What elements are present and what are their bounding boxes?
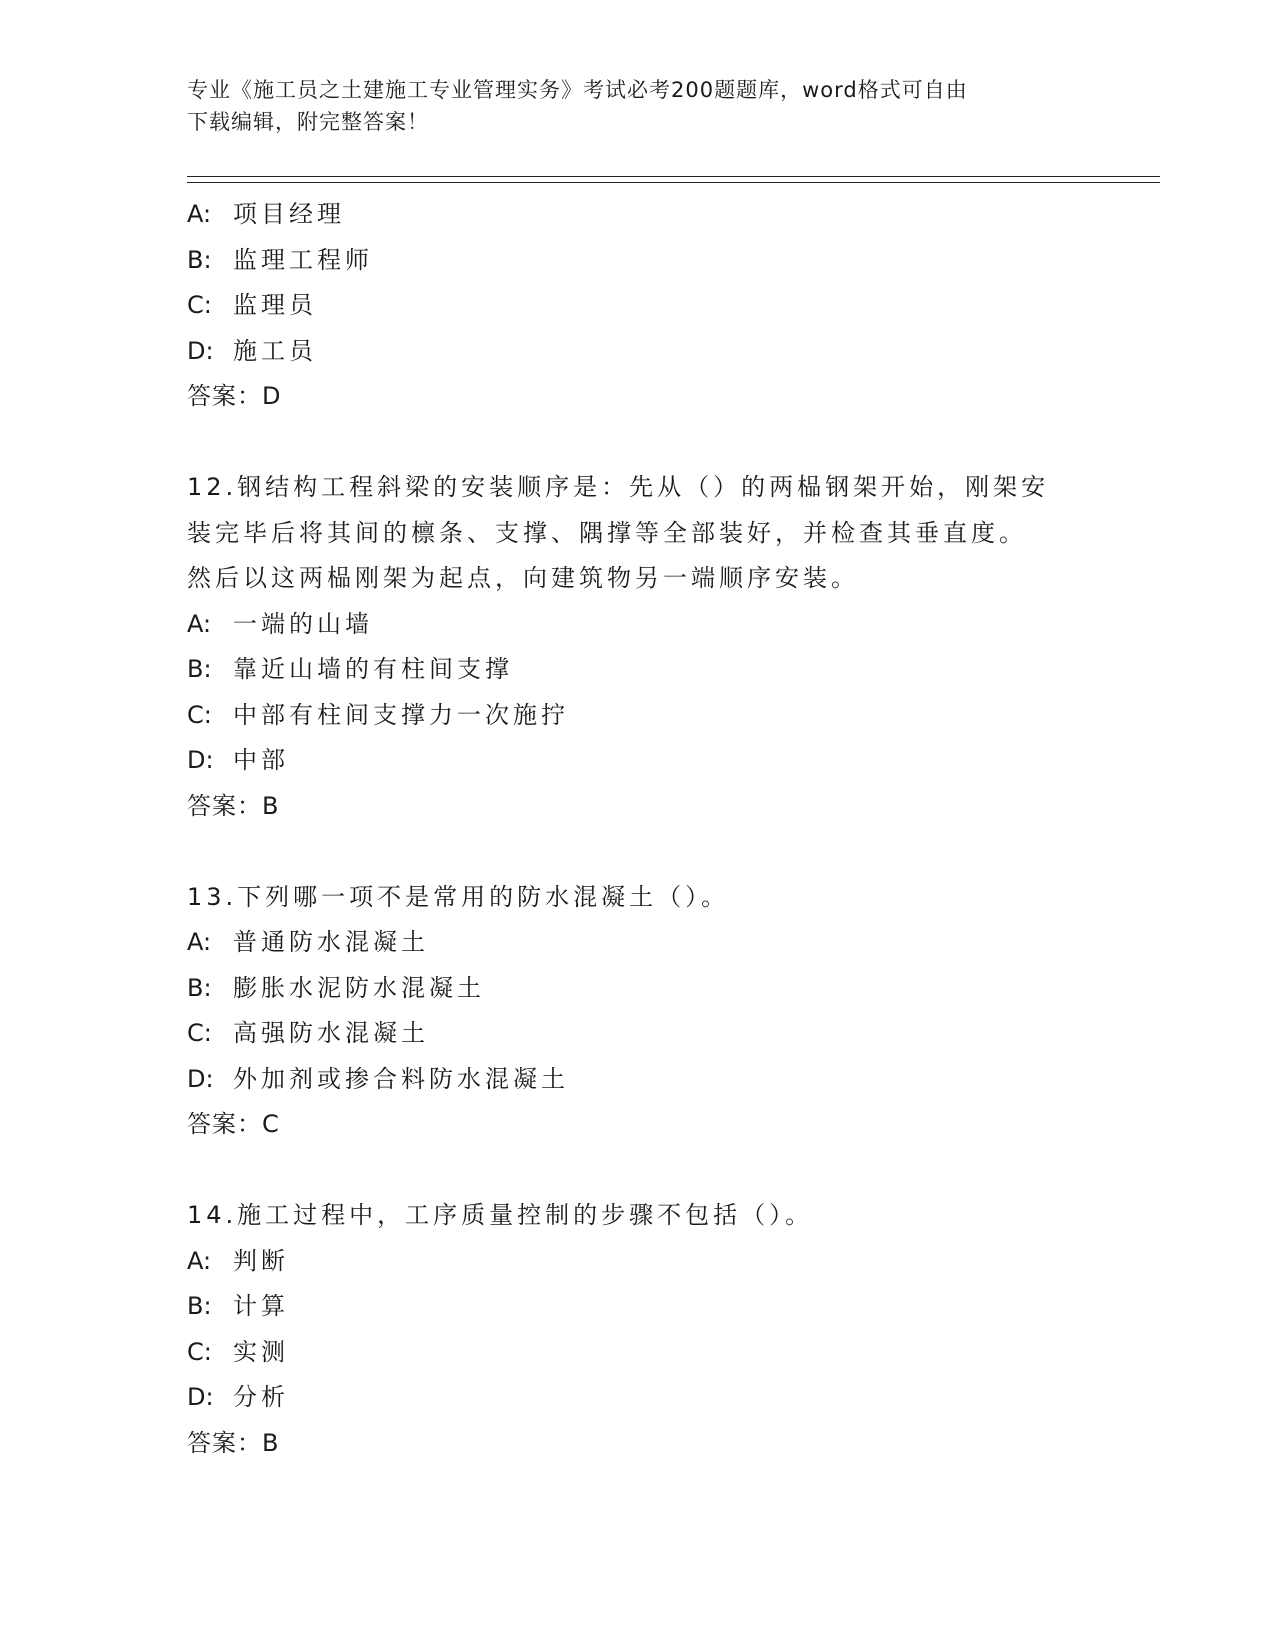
answer-line: 答案：B	[187, 1428, 280, 1457]
spacer	[187, 420, 1087, 466]
question-stem: 装完毕后将其间的檩条、支撑、隅撑等全部装好，并检查其垂直度。	[187, 518, 1027, 547]
question-stem: 14.施工过程中，工序质量控制的步骤不包括（）。	[187, 1201, 814, 1229]
question-block-14	[187, 1193, 1087, 1466]
question-list	[187, 192, 1087, 1466]
question-block-11	[187, 192, 1087, 420]
question-stem: 然后以这两榀刚架为起点，向建筑物另一端顺序安装。	[187, 564, 859, 592]
option-c: C: 高强防水混凝土	[187, 1019, 429, 1047]
option-b: B: 计算	[187, 1292, 289, 1320]
answer-line: 答案：C	[187, 1110, 280, 1138]
option-d: D: 外加剂或掺合料防水混凝土	[187, 1064, 569, 1093]
header-line-1: 专业《施工员之土建施工专业管理实务》考试必考200题题库，word格式可自由	[187, 78, 968, 102]
option-a: A: 一端的山墙	[187, 609, 373, 638]
option-a: A: 判断	[187, 1246, 289, 1275]
spacer	[187, 1148, 1087, 1194]
option-b: B: 膨胀水泥防水混凝土	[187, 973, 485, 1002]
spacer	[187, 829, 1087, 875]
document-header	[187, 74, 1077, 138]
option-a: A: 项目经理	[187, 200, 345, 228]
header-divider-bottom	[187, 182, 1160, 183]
option-c: C: 中部有柱间支撑力一次施拧	[187, 700, 569, 729]
option-b: B: 监理工程师	[187, 245, 373, 274]
answer-line: 答案：D	[187, 382, 282, 410]
option-b: B: 靠近山墙的有柱间支撑	[187, 655, 513, 683]
question-block-12	[187, 465, 1087, 829]
question-block-13	[187, 875, 1087, 1148]
option-d: D: 施工员	[187, 336, 317, 365]
option-c: C: 监理员	[187, 291, 317, 319]
answer-line: 答案：B	[187, 791, 280, 820]
option-d: D: 中部	[187, 746, 289, 774]
question-stem: 12.钢结构工程斜梁的安装顺序是：先从（）的两榀钢架开始，刚架安	[187, 473, 1050, 501]
question-stem: 13.下列哪一项不是常用的防水混凝土（）。	[187, 882, 730, 911]
header-line-2: 下载编辑，附完整答案！	[187, 110, 429, 134]
option-d: D: 分析	[187, 1383, 289, 1411]
option-c: C: 实测	[187, 1337, 289, 1366]
header-divider-top	[187, 176, 1160, 177]
option-a: A: 普通防水混凝土	[187, 928, 429, 956]
